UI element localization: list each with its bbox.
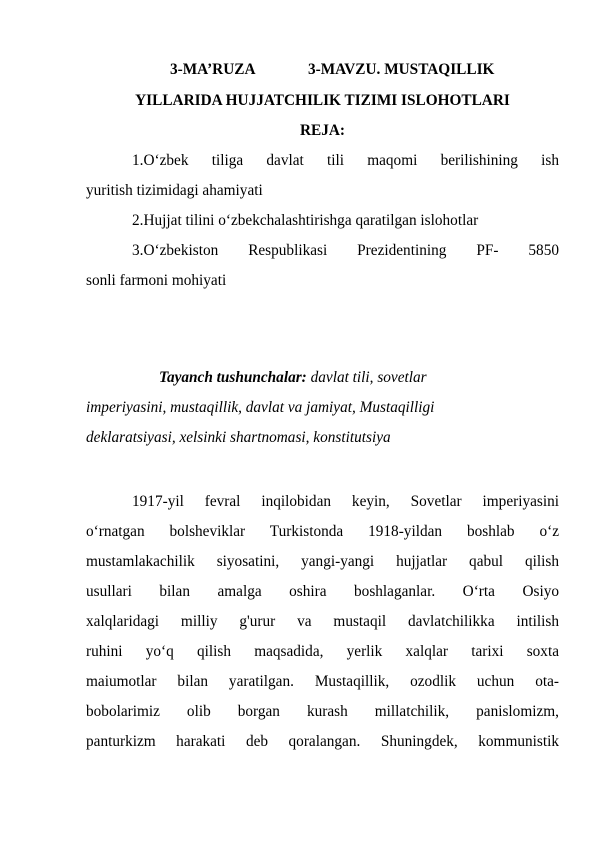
plan-item-1-line-2: yuritish tizimidagi ahamiyati	[86, 182, 263, 199]
plan-item-3-line-2: sonli farmoni mohiyati	[86, 272, 227, 289]
body-line-5: xalqlaridagi milliy g'urur va mustaqil davlatchilikka intilish	[86, 613, 559, 630]
body-line-9: panturkizm harakati deb qoralangan. Shuningdek, kommunistik	[86, 733, 559, 750]
body-line-2: o‘rnatgan bolsheviklar Turkistonda 1918-yildan boshlab o‘z	[86, 523, 559, 540]
plan-item-2: 2.Hujjat tilini o‘zbekchalashtirishga qaratilgan islohotlar	[132, 212, 479, 229]
plan-item-3-line-1: 3.O‘zbekiston Respublikasi Prezidentining PF- 5850	[132, 242, 559, 259]
key-concepts-line-1	[86, 368, 559, 388]
key-concepts-line-3: deklaratsiyasi, xelsinki shartnomasi, konstitutsiya	[86, 429, 391, 446]
plan-heading: REJA:	[299, 122, 346, 139]
key-concepts-label: Tayanch tushunchalar:	[159, 369, 307, 386]
body-line-1: 1917-yil fevral inqilobidan keyin, Sovetlar imperiyasini	[132, 493, 559, 510]
body-line-6: ruhini yo‘q qilish maqsadida, yerlik xalqlar tarixi soxta	[86, 643, 559, 660]
plan-item-1-line-1: 1.O‘zbek tiliga davlat tili maqomi berilishining ish	[132, 152, 559, 169]
key-concepts-line-2: imperiyasini, mustaqillik, davlat va jamiyat, Mustaqilligi	[86, 399, 435, 416]
body-line-4: usullari bilan amalga oshira boshlaganlar. O‘rta Osiyo	[86, 583, 559, 600]
lecture-number: 3-MA’RUZA	[170, 61, 256, 78]
key-concepts-text-1: davlat tili, sovetlar	[306, 369, 427, 386]
body-line-7: maiumotlar bilan yaratilgan. Mustaqillik, ozodlik uchun ota-	[86, 673, 559, 690]
body-line-3: mustamlakachilik siyosatini, yangi-yangi hujjatlar qabul qilish	[86, 553, 559, 570]
body-line-8: bobolarimiz olib borgan kurash millatchilik, panislomizm,	[86, 703, 559, 720]
title-line-2: YILLARIDA HUJJATCHILIK TIZIMI ISLOHOTLARI	[135, 92, 510, 109]
topic-title-part-1: 3-MAVZU. MUSTAQILLIK	[308, 61, 495, 78]
